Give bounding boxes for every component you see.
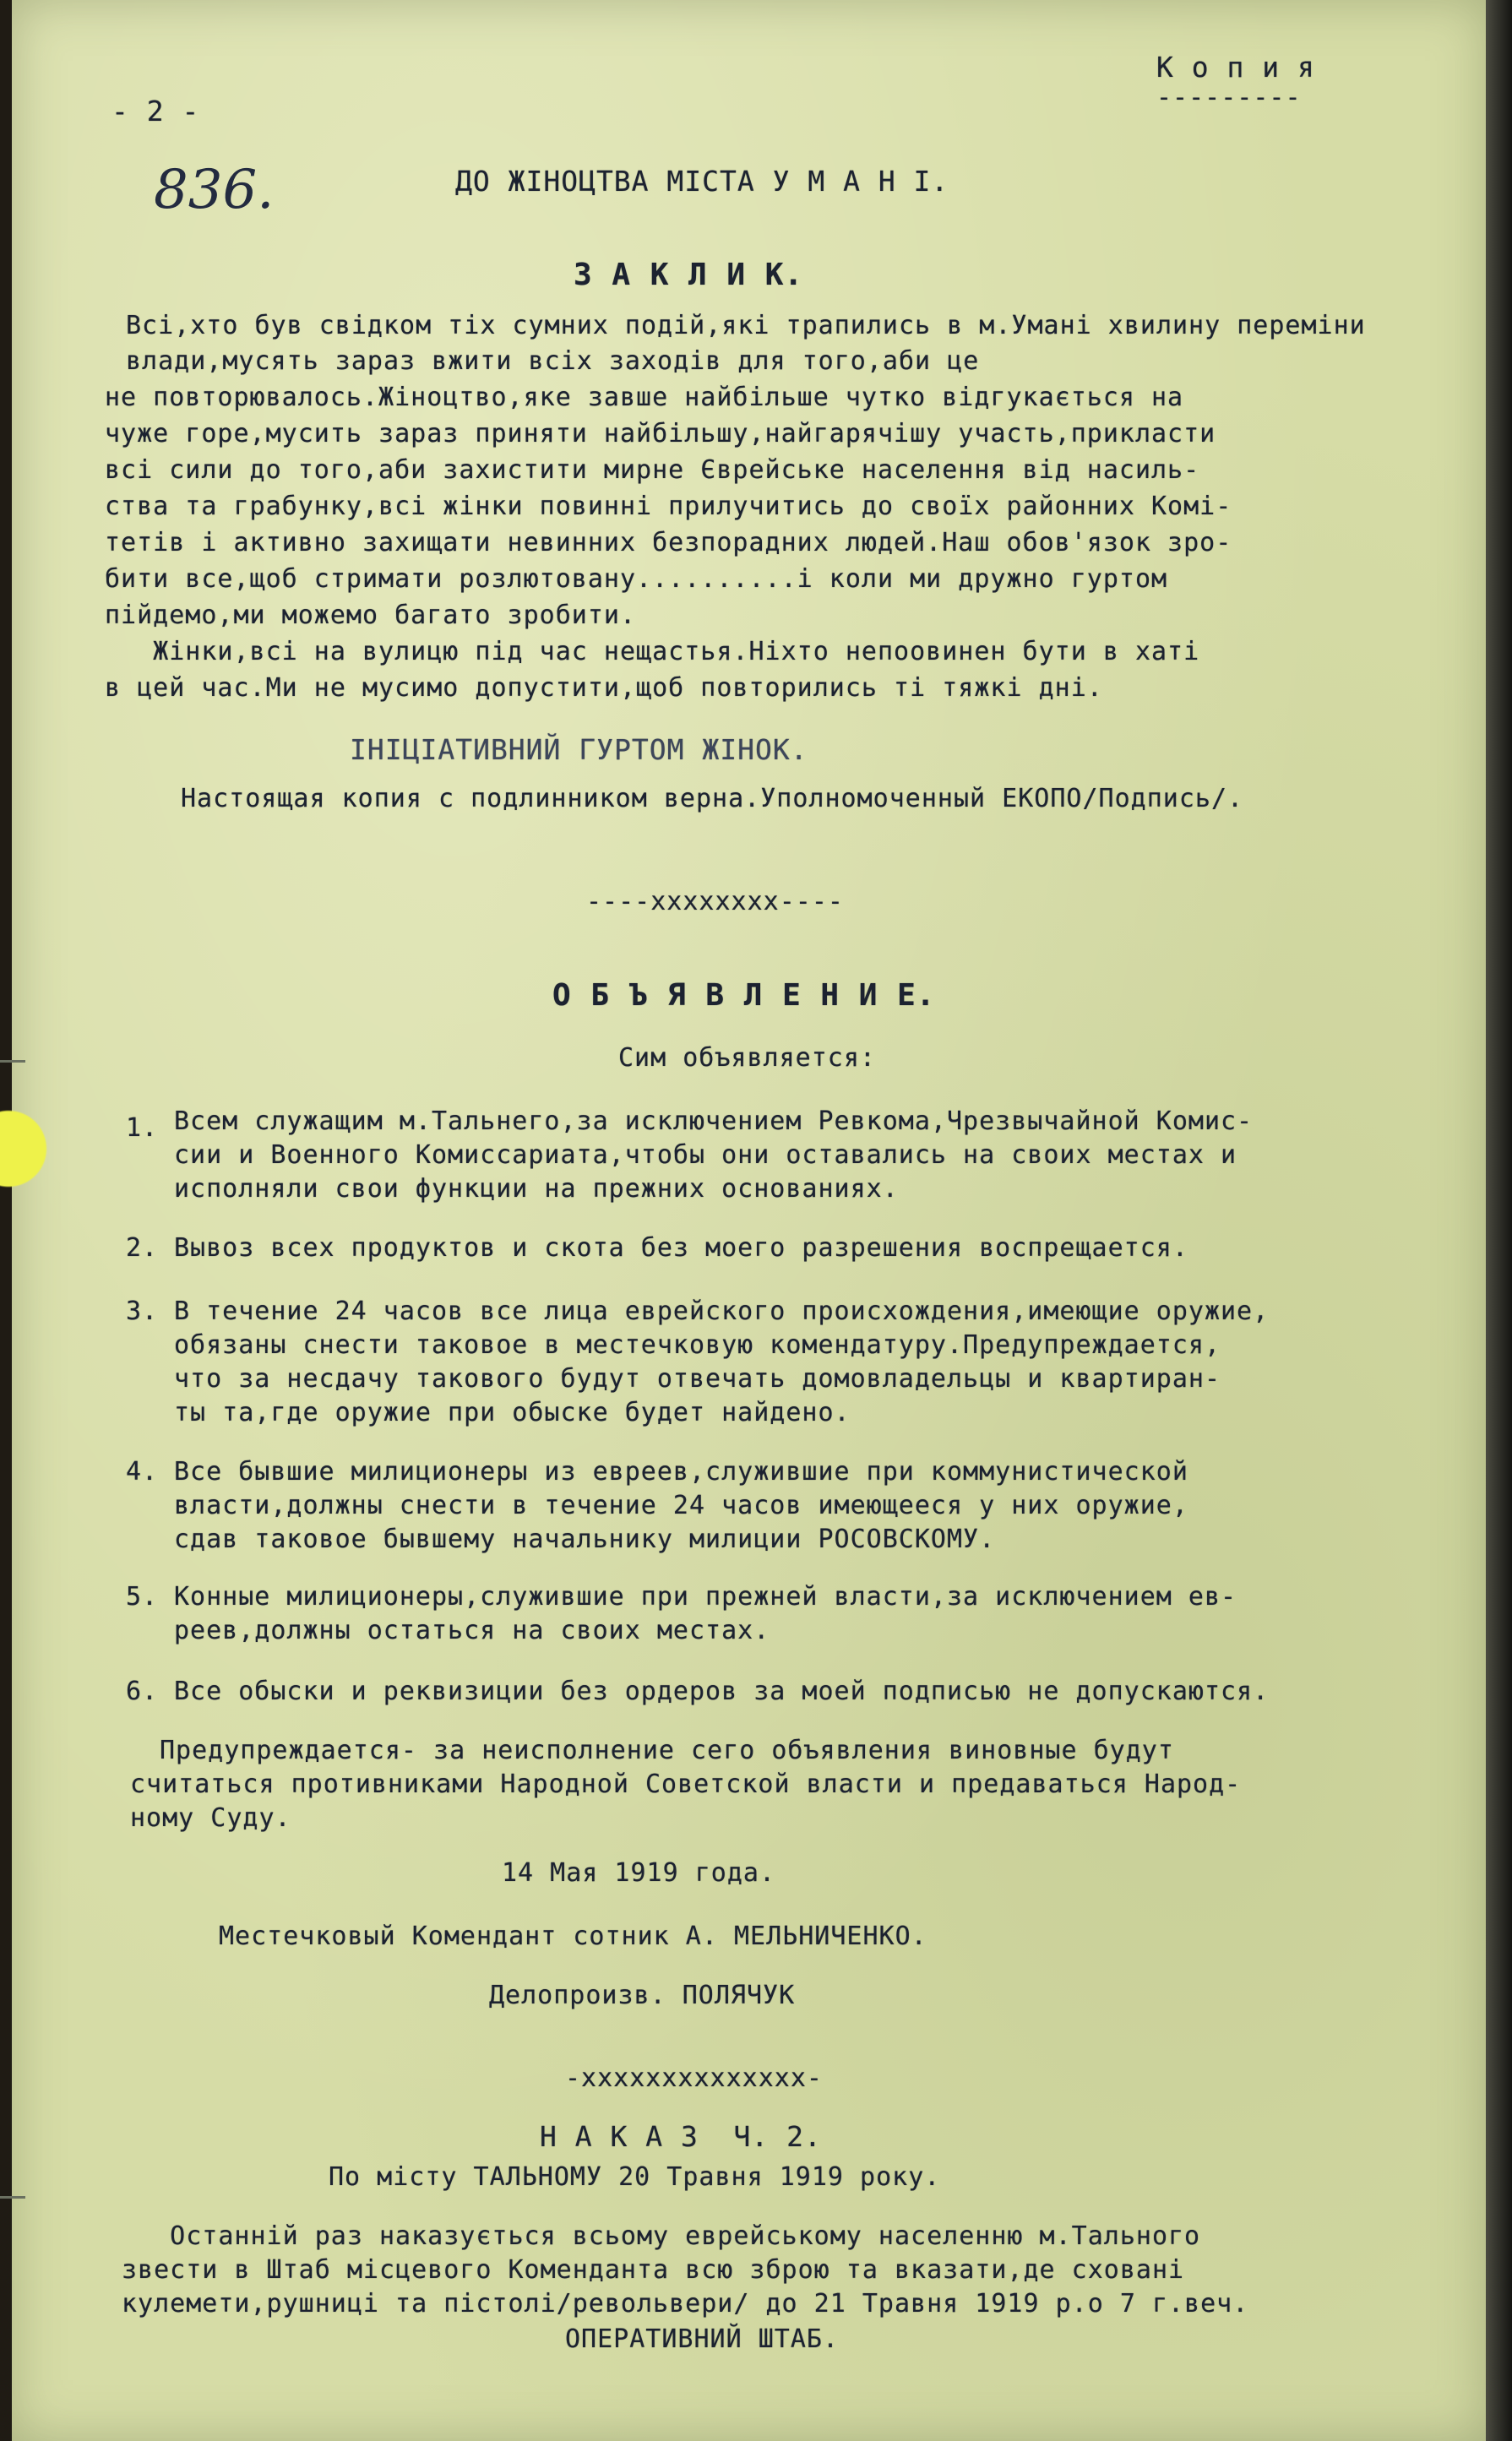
warning-line: Предупреждается- за неисполнение сего объявления виновные будут xyxy=(160,1736,1174,1765)
separator-2: -xxxxxxxxxxxxxx- xyxy=(565,2063,823,2093)
appeal-line: тетів і активно захищати невинних безпорадних людей.Наш обов'язок зро- xyxy=(105,528,1232,557)
announcement-clerk: Делопроизв. ПОЛЯЧУК xyxy=(489,1981,796,2010)
item-number: 1. xyxy=(126,1113,159,1143)
binding-mark xyxy=(0,2196,25,2199)
item-line: Все обыски и реквизиции без ордеров за моей подписью не допускаются. xyxy=(174,1677,1270,1706)
item-number: 4. xyxy=(126,1457,159,1487)
item-line: Конные милиционеры,служившие при прежней власти,за исключением ев- xyxy=(174,1582,1237,1612)
appeal-line: пійдемо,ми можемо багато зробити. xyxy=(105,601,637,630)
page-number: - 2 - xyxy=(111,95,200,128)
item-line: сии и Военного Комиссариата,чтобы они оставались на своих местах и xyxy=(174,1140,1237,1170)
item-number: 6. xyxy=(126,1677,159,1706)
warning-line: ному Суду. xyxy=(130,1803,291,1833)
appeal-line: в цей час.Ми не мусимо допустити,щоб повторились ті тяжкі дні. xyxy=(105,673,1103,703)
handwritten-number: 836. xyxy=(154,159,275,221)
document-page xyxy=(12,0,1486,2441)
order-subtitle: По місту ТАЛЬНОМУ 20 Травня 1919 року. xyxy=(329,2162,941,2192)
announcement-date: 14 Мая 1919 года. xyxy=(502,1858,776,1888)
appeal-line: Жінки,всі на вулицю під час нещастья.Ніхто непоовинен бути в хаті xyxy=(105,637,1200,666)
appeal-line: Всі,хто був свідком тіх сумних подій,які трапились в м.Умані хвилину переміни влади,мусять зараз вжити всіх заходів для того,аби це xyxy=(126,311,1366,376)
item-line: Всем служащим м.Тальнего,за исключением Ревкома,Чрезвычайной Комис- xyxy=(174,1106,1254,1136)
appeal-line: не повторювалось.Жіноцтво,яке завше найбільше чутко відгукається на xyxy=(105,383,1184,412)
binding-mark xyxy=(0,1060,25,1063)
item-line: ты та,где оружие при обыске будет найдено. xyxy=(174,1398,851,1427)
appeal-line: ства та грабунку,всі жінки повинні прилучитись до своїх районних Комі- xyxy=(105,492,1232,521)
announcement-title: О Б Ъ Я В Л Е Н И Е. xyxy=(552,978,936,1013)
item-line: обязаны снести таковое в местечковую комендатуру.Предупреждается, xyxy=(174,1330,1221,1360)
appeal-line: бити все,щоб стримати розлютовану..........і коли ми дружно гуртом xyxy=(105,564,1168,594)
order-signature: ОПЕРАТИВНИЙ ШТАБ. xyxy=(565,2324,840,2354)
item-line: реев,должны остаться на своих местах. xyxy=(174,1616,770,1645)
copy-label: К о п и я xyxy=(1156,51,1315,84)
item-number: 3. xyxy=(126,1297,159,1326)
highlight-sticker xyxy=(0,1090,49,1208)
order-line: звести в Штаб місцевого Коменданта всю зброю та вказати,де сховані xyxy=(122,2255,1185,2285)
copy-certification: Настоящая копия с подлинником верна.Уполномоченный ЕКОПО/Подпись/. xyxy=(181,784,1244,813)
appeal-line: всі сили до того,аби захистити мирне Єврейське населення від насиль- xyxy=(105,455,1200,485)
separator-1: ----xxxxxxxx---- xyxy=(586,887,844,916)
item-number: 2. xyxy=(126,1233,159,1263)
item-line: Все бывшие милиционеры из евреев,служившие при коммунистической xyxy=(174,1457,1188,1487)
appeal-heading: ДО ЖІНОЦТВА МІСТА У М А Н І. xyxy=(455,165,949,198)
order-line: Останній раз наказується всьому еврейському населенню м.Тального xyxy=(122,2221,1201,2251)
appeal-title: З А К Л И К. xyxy=(574,258,804,292)
announcement-subtitle: Сим объявляется: xyxy=(618,1043,876,1073)
appeal-line: чуже горе,мусить зараз приняти найбільшу,найгарячішу участь,прикласти xyxy=(105,419,1216,449)
warning-line: считаться противниками Народной Советской власти и предаваться Народ- xyxy=(130,1770,1242,1799)
scanner-edge xyxy=(1486,0,1512,2441)
order-line: кулемети,рушниці та пістолі/револьвери/ до 21 Травня 1919 р.о 7 г.веч. xyxy=(122,2289,1249,2319)
item-line: сдав таковое бывшему начальнику милиции РОСОВСКОМУ. xyxy=(174,1525,996,1554)
item-line: исполняли свои функции на прежних основаниях. xyxy=(174,1174,899,1204)
appeal-signature: ІНІЦІАТИВНИЙ ГУРТОМ ЖІНОК. xyxy=(350,733,808,766)
copy-underline: --------- xyxy=(1156,83,1302,112)
order-title: Н А К А З Ч. 2. xyxy=(540,2120,822,2153)
item-line: что за несдачу такового будут отвечать домовладельцы и квартиран- xyxy=(174,1364,1221,1394)
item-number: 5. xyxy=(126,1582,159,1612)
item-line: власти,должны снести в течение 24 часов имеющееся у них оружие, xyxy=(174,1491,1188,1520)
item-line: В течение 24 часов все лица еврейского происхождения,имеющие оружие, xyxy=(174,1297,1270,1326)
announcement-signer: Местечковый Комендант сотник А. МЕЛЬНИЧЕНКО. xyxy=(219,1922,927,1951)
item-line: Вывоз всех продуктов и скота без моего разрешения воспрещается. xyxy=(174,1233,1188,1263)
